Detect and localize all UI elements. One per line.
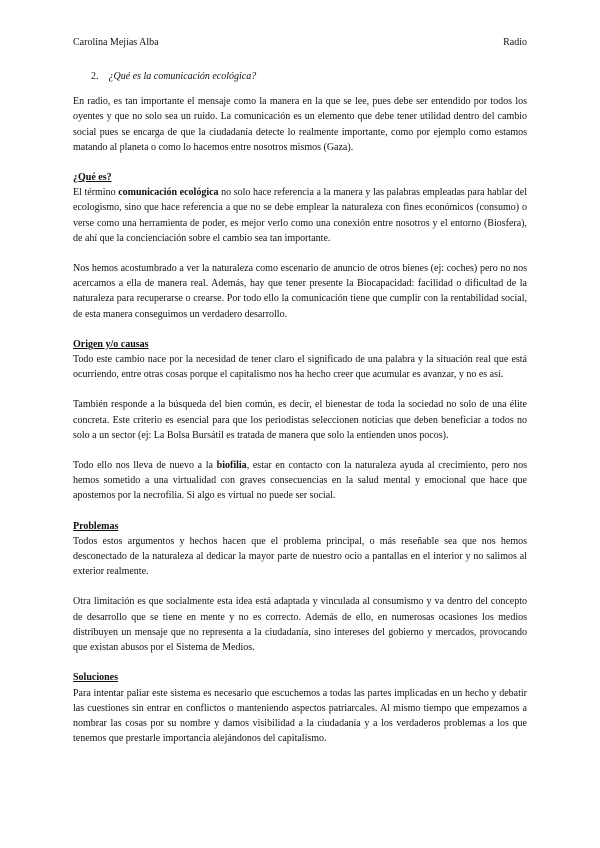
paragraph: Para intentar paliar este sistema es necesario que escuchemos a todas las partes implicadas en un hecho y debatir las cuestiones sin entrar en conflictos o manteniendo aspectos patriarcales. Al mismo tiempo que empezamos a nombrar las cosas por su nombre y damos visibilidad a la ciudadanía y a los verdaderos problemas a los que tenemos que prestarle importancia alejándonos del capitalismo. [73, 687, 527, 745]
paragraph: Otra limitación es que socialmente esta idea está adaptada y vinculada al consumismo y va dentro del concepto de desarrollo que se tiene en mente y no es correcto. Además de ello, en numerosas ocasiones los medios distribuyen un mensaje que no representa a la ciudadanía, sino intereses del gobierno y mercados, provocando que existan abusos por el Sistema de Medios. [73, 596, 527, 654]
question-text: ¿Qué es la comunicación ecológica? [108, 71, 257, 82]
paragraph: Todo este cambio nace por la necesidad de tener claro el significado de una palabra y la situación real que está ocurriendo, entre otras cosas porque el capitalismo nos ha hecho creer que acumular es avanzar, y no es así. [73, 354, 527, 381]
text-run: no solo hace referencia a la manera y las palabras empleadas para hablar del ecologismo, sino que hace referencia a que no se debe emplear la naturaleza con fines económicos (consumo) o verse como una herramienta de poder, es mejor verlo como una conexión entre nosotros y el entorno (Biosfera), de ahí que la concienciación sobre el cambio sea tan importante. [73, 187, 527, 244]
paragraph: Nos hemos acostumbrado a ver la naturaleza como escenario de anuncio de otros bienes (ej: coches) pero no nos acercamos a ella de manera real. Además, hay que tener presente la Biocapacidad: facilidad o dificultad de la naturaleza para recuperarse o crearse. Por todo ello la comunicación tiene que cumplir con la rentabilidad social, de esta manera conseguimos un verdadero desarrollo. [73, 263, 527, 320]
bold-term: comunicación ecológica [118, 187, 219, 199]
header-author: Carolina Mejías Alba [73, 37, 159, 48]
paragraph [73, 185, 527, 246]
paragraph [73, 458, 527, 504]
question-number: 2. [91, 71, 99, 82]
bold-term: biofilia [216, 460, 247, 472]
document-body [73, 69, 527, 761]
text-run: , estar en contacto con la naturaleza ayuda al crecimiento, pero nos hemos sometido a una virtualidad con graves consecuencias en la salud mental y emocional que hace que apostemos por la necrofilia. Si algo es virtual no puede ser social. [73, 460, 527, 502]
intro-paragraph: En radio, es tan importante el mensaje como la manera en la que se lee, pues debe ser entendido por todos los oyentes y que no solo sea un ruido. La comunicación es un elemento que debe tener utilidad dentro del cambio social pues se encarga de que la ciudadanía detecte lo realmente importante, como por ejemplo como estamos matando al planeta o como lo hacemos entre nosotros mismos (Gaza). [73, 96, 527, 153]
paragraph: También responde a la búsqueda del bien común, es decir, el bienestar de toda la sociedad no solo de una élite concreta. Este criterio es esencial para que los periodistas seleccionen noticias que deben beneficiar a todos no solo a un sector (ej: La Bolsa Bursátil es tratada de manera que solo la entienden unos pocos). [73, 399, 527, 441]
section-heading-soluciones: Soluciones [73, 672, 119, 684]
text-run: El término [73, 187, 119, 199]
section-heading-que-es: ¿Qué es? [73, 172, 112, 184]
paragraph: Todos estos argumentos y hechos hacen que el problema principal, o más reseñable sea que nos hemos desconectado de la naturaleza al dedicar la mayor parte de nuestro ocio a pantallas en el interior y no salimos al exterior realmente. [73, 535, 527, 578]
section-heading-origen: Origen y/o causas [73, 338, 149, 350]
section-heading-problemas: Problemas [73, 520, 119, 532]
header-topic: Radio [503, 37, 527, 48]
text-run: Todo ello nos lleva de nuevo a la [73, 460, 217, 472]
question-title [91, 69, 527, 84]
